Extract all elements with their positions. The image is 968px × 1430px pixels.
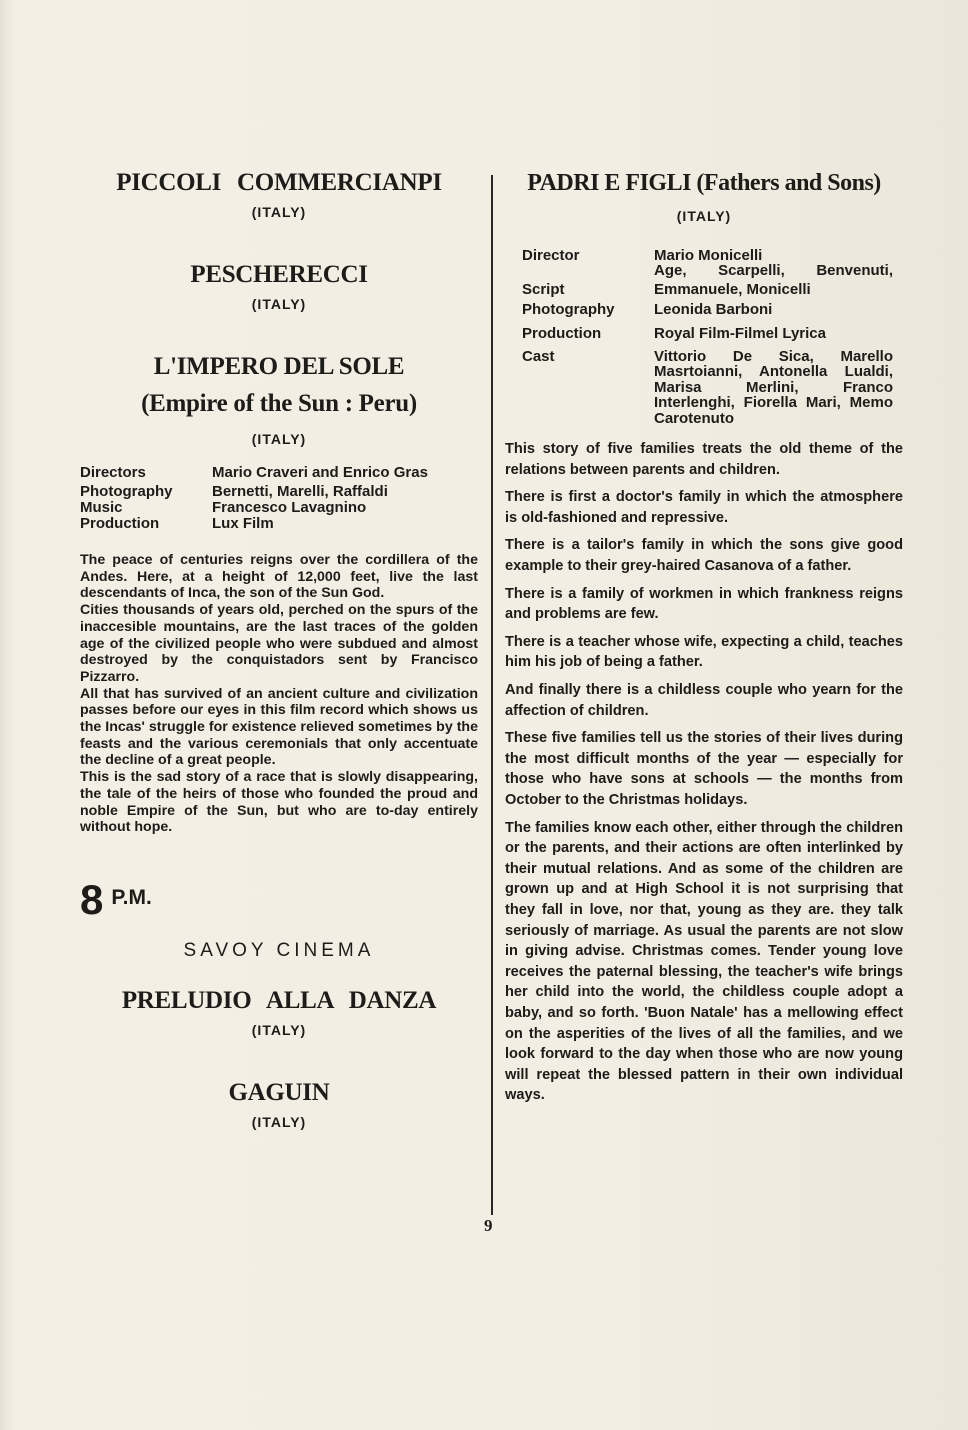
credit-row — [80, 465, 478, 481]
credit-value: Emmanuele, Monicelli — [654, 280, 811, 298]
venue-name: SAVOY CINEMA — [183, 939, 375, 961]
credit-value: Mario Monicelli — [654, 247, 763, 264]
credit-role: Director — [522, 247, 580, 264]
credit-value: Mario Craveri and Enrico Gras — [212, 464, 428, 481]
credit-row — [80, 500, 478, 516]
credits-list — [522, 248, 893, 426]
credit-role: Production — [522, 324, 602, 342]
synopsis-paragraph: This story of five families treats the old theme of the relations between parents and children. — [505, 441, 903, 478]
film-country: (ITALY) — [251, 431, 307, 447]
credit-row — [522, 248, 893, 263]
credit-role: Photography — [80, 483, 173, 500]
film-country: (ITALY) — [251, 1021, 307, 1038]
description-paragraph: All that has survived of an ancient culture and civilization passes before our eyes in this film record which shows us the Incas' struggle for existence relieved sometimes by the feasts and the various ceremonials that only accentuate the decline of a great people. — [80, 685, 478, 769]
credit-role: Production — [80, 515, 160, 532]
description-paragraph: This is the sad story of a race that is slowly disappearing, the tale of the heirs of those who founded the proud and noble Empire of the Sun, but who are to-day entirely without hope. — [80, 769, 478, 836]
credit-row — [522, 302, 893, 317]
credit-row — [522, 326, 893, 341]
credit-value: Bernetti, Marelli, Raffaldi — [212, 483, 388, 500]
film-synopsis — [505, 439, 903, 1106]
film-title-pescherecci: PESCHERECCI — [190, 261, 368, 288]
credit-value: Francesco Lavagnino — [212, 499, 367, 516]
credit-row — [80, 516, 478, 532]
session-hour: 8 — [80, 875, 104, 923]
credit-row — [522, 349, 893, 426]
credit-value: Vittorio De Sica, Marello Masrtoianni, Antonella Lualdi, Marisa Merlini, Franco Interlenghi, Fiorella Mari, Memo Carotenuto — [654, 348, 893, 427]
film-country: (ITALY) — [251, 296, 307, 312]
credit-role — [522, 263, 654, 278]
film-title-piccoli-commercianpi: PICCOLI COMMERCIANPI — [116, 169, 442, 196]
credit-role: Script — [522, 280, 565, 298]
synopsis-paragraph: The families know each other, either through the children or the parents, and their actions are often interlinked by their mutual relations. And as some of the children are grown up and at High School it is not surprising that they fall in love, nor that, young as they are. they talk seriously of marriage. As usual the parents are not slow in giving advise. Christmas comes. Tender young love receives the paternal blessing, the teacher's wife brings her child into the world, the childless couple adopt a baby, and so forth. 'Buon Natale' has a mellowing effect on the asperities of the lives of all the families, and we look forward to the day when those who are now young will repeat the blessed pattern in their own individual ways. — [505, 819, 903, 1104]
film-subtitle: (Empire of the Sun : Peru) — [141, 390, 417, 417]
right-column — [505, 168, 903, 1113]
film-title-impero-del-sole: L'IMPERO DEL SOLE — [153, 353, 405, 380]
credit-value: Leonida Barboni — [654, 301, 773, 319]
credit-row — [80, 484, 478, 500]
credits-list — [80, 465, 478, 532]
left-column — [80, 168, 478, 1132]
page-number: 9 — [484, 1216, 493, 1235]
credit-value: Royal Film-Filmel Lyrica — [654, 324, 826, 342]
film-title-preludio-alla-danza: PRELUDIO ALLA DANZA — [121, 986, 437, 1014]
synopsis-paragraph: There is a family of workmen in which frankness reigns and problems are few. — [505, 585, 903, 623]
synopsis-paragraph: And finally there is a childless couple who yearn for the affection of children. — [505, 682, 903, 719]
synopsis-paragraph: There is a tailor's family in which the sons give good example to their grey-haired Casanova of a father. — [505, 537, 903, 575]
credit-role: Photography — [522, 301, 615, 319]
synopsis-paragraph: There is a teacher whose wife, expecting a child, teaches him his job of being a father. — [505, 633, 903, 671]
credit-role: Music — [80, 499, 123, 516]
credit-row — [522, 263, 893, 278]
film-country: (ITALY) — [251, 204, 307, 220]
synopsis-paragraph: These five families tell us the stories of their lives during the most difficult months of the year — especially for those who have sons at schools — the months from October to the Christmas holidays. — [505, 730, 903, 808]
description-paragraph: The peace of centuries reigns over the cordillera of the Andes. Here, at a height of 12,000 feet, live the last descendants of Inca, the son of the Sun God. — [80, 552, 478, 602]
credit-value: Lux Film — [212, 515, 274, 532]
film-title-padri-e-figli: PADRI E FIGLI (Fathers and Sons) — [527, 170, 881, 196]
credit-role: Directors — [80, 464, 146, 481]
film-country: (ITALY) — [251, 1113, 307, 1130]
session-time — [80, 875, 478, 923]
credit-row — [522, 282, 893, 297]
synopsis-paragraph: There is first a doctor's family in which the atmosphere is old-fashioned and repressive. — [505, 489, 903, 526]
film-description — [80, 552, 478, 836]
session-suffix: P.M. — [111, 885, 152, 909]
credit-role: Cast — [522, 348, 555, 366]
credit-value: Age, Scarpelli, Benvenuti, — [654, 262, 893, 280]
film-title-gaguin: GAGUIN — [228, 1078, 330, 1106]
film-country: (ITALY) — [676, 208, 732, 224]
column-divider — [491, 175, 493, 1215]
description-paragraph: Cities thousands of years old, perched on the spurs of the inaccesible mountains, are the last traces of the golden age of the civilized people who were subdued and almost destroyed by the conquistadors sent by Francisco Pizzarro. — [80, 602, 478, 685]
